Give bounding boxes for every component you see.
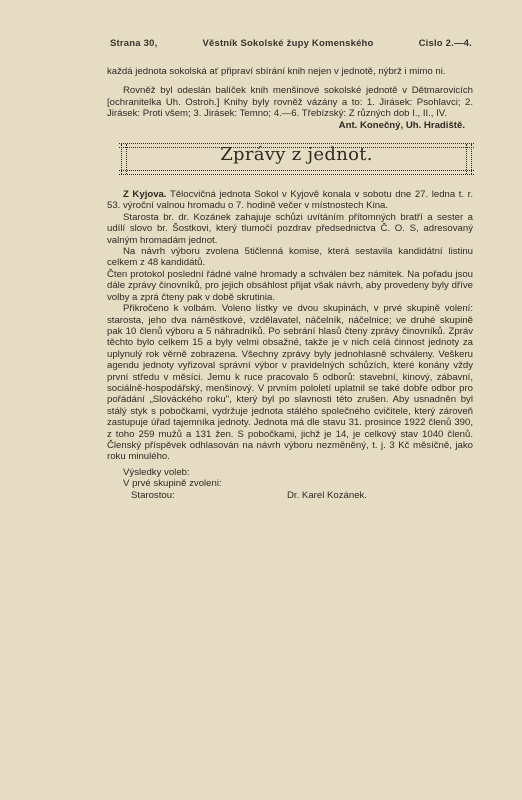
results-role: Starostou: [131,489,175,501]
banner-rule-bottom [119,170,474,175]
paragraph: Přikročeno k volbám. Voleno lístky ve dvou skupinách, v prvé skupině volení: starosta, jeho dva náměstkové, vzdělavatel, náčelník, náčelnice; ve druhé skupině pak 10 členů výboru a 5 náhradníků. Po sebrání hlasů čteny zprávy činovníků. Zpráv těchto bylo celkem 15 a byly velmi obsažné, takže je v nich celá činnost jednoty za uplynulý rok věrně zobrazena. Všechny zprávy byly jednohlasně schváleny. Veškeru agendu jednoty vyřizoval správní výbor v pravidelných schůzích, které konány vždy první středu v měsíci. Jemu k ruce pracovalo 5 odborů: stavební, kinový, zábavní, sociálně-hospodářský, menšinový. V prvním pololetí uplatnil se také dobře odbor pro pořádání „Slováckého roku", který byl po slavnosti této zrušen. Aby usnadněn byl stálý styk s pobočkami, vydržuje jednota stálého společného cvičitele, který zároveň zastupuje úřad tajemníka jednoty. Jednota má dle stavu 31. prosince 1922 členů 390, z toho 259 mužů a 131 žen. S pobočkami, jichž je 14, je celkový stav 1040 členů. Členský příspěvek odhlasován na návrh výboru nezměněný, t. j. 3 Kč měsíčně, jako roku minulého. [107,303,473,463]
running-header [110,38,472,49]
paragraph: Rovněž byl odeslán balíček knih menšinové sokolské jednotě v Dětmarovicích [ochranitelka Uh. Ostroh.] Knihy byly rovněž vázány a to: 1. Jirásek: Psohlavci; 2. Jirásek: Proti všem; 3. Jirásek: Temno; 4.—6. Třebízský: Z různých dob I., II., IV. [107,85,473,120]
section-title: Zprávy z jednot. [220,144,373,166]
paragraph: Čten protokol poslední řádné valné hromady a schválen bez námitek. Na pořadu jsou dále zprávy činovníků, pro jejich obsáhlost přijat však návrh, aby provedeny byly dříve volby a zprá čteny pak v době skrutinia. [107,268,473,303]
results-row [107,490,473,501]
signature: Ant. Konečný, Uh. Hradiště. [338,119,465,131]
section-banner [119,141,474,177]
paragraph: Starosta br. dr. Kozánek zahajuje schůzi uvítáním přítomných bratří a sester a udílí slovo br. Šostkovi, který tlumočí pozdrav předsednictva Č. O. S, adresovaný valným hromadám jednot. [107,211,473,246]
report-intro-text: Tělocvičná jednota Sokol v Kyjově konala v sobotu dne 27. ledna t. r. 53. výroční valnou hromadu o 7. hodině večer v místnostech Kina. [107,189,473,212]
paragraph: každá jednota sokolská ať připraví sbírání knih nejen v jednotě, nýbrž i mimo ni. [107,66,446,77]
results-name: Dr. Karel Kozánek. [287,489,367,501]
page-number: Strana 30, [110,38,158,49]
report-place: Z Kyjova. [123,189,167,201]
results-group: V prvé skupině zvoleni: [123,478,222,490]
results-heading: Výsledky voleb: [123,466,190,478]
report-intro [107,189,473,212]
paragraph: Na návrh výboru zvolena 5tičlenná komise, která sestavila kandidátní listinu celkem z 48 kandidátů. [107,246,473,269]
election-results [107,467,473,501]
journal-title: Věstník Sokolské župy Komenského [202,38,374,49]
issue-number: Cislo 2.—4. [418,38,472,49]
article-body [107,66,473,501]
